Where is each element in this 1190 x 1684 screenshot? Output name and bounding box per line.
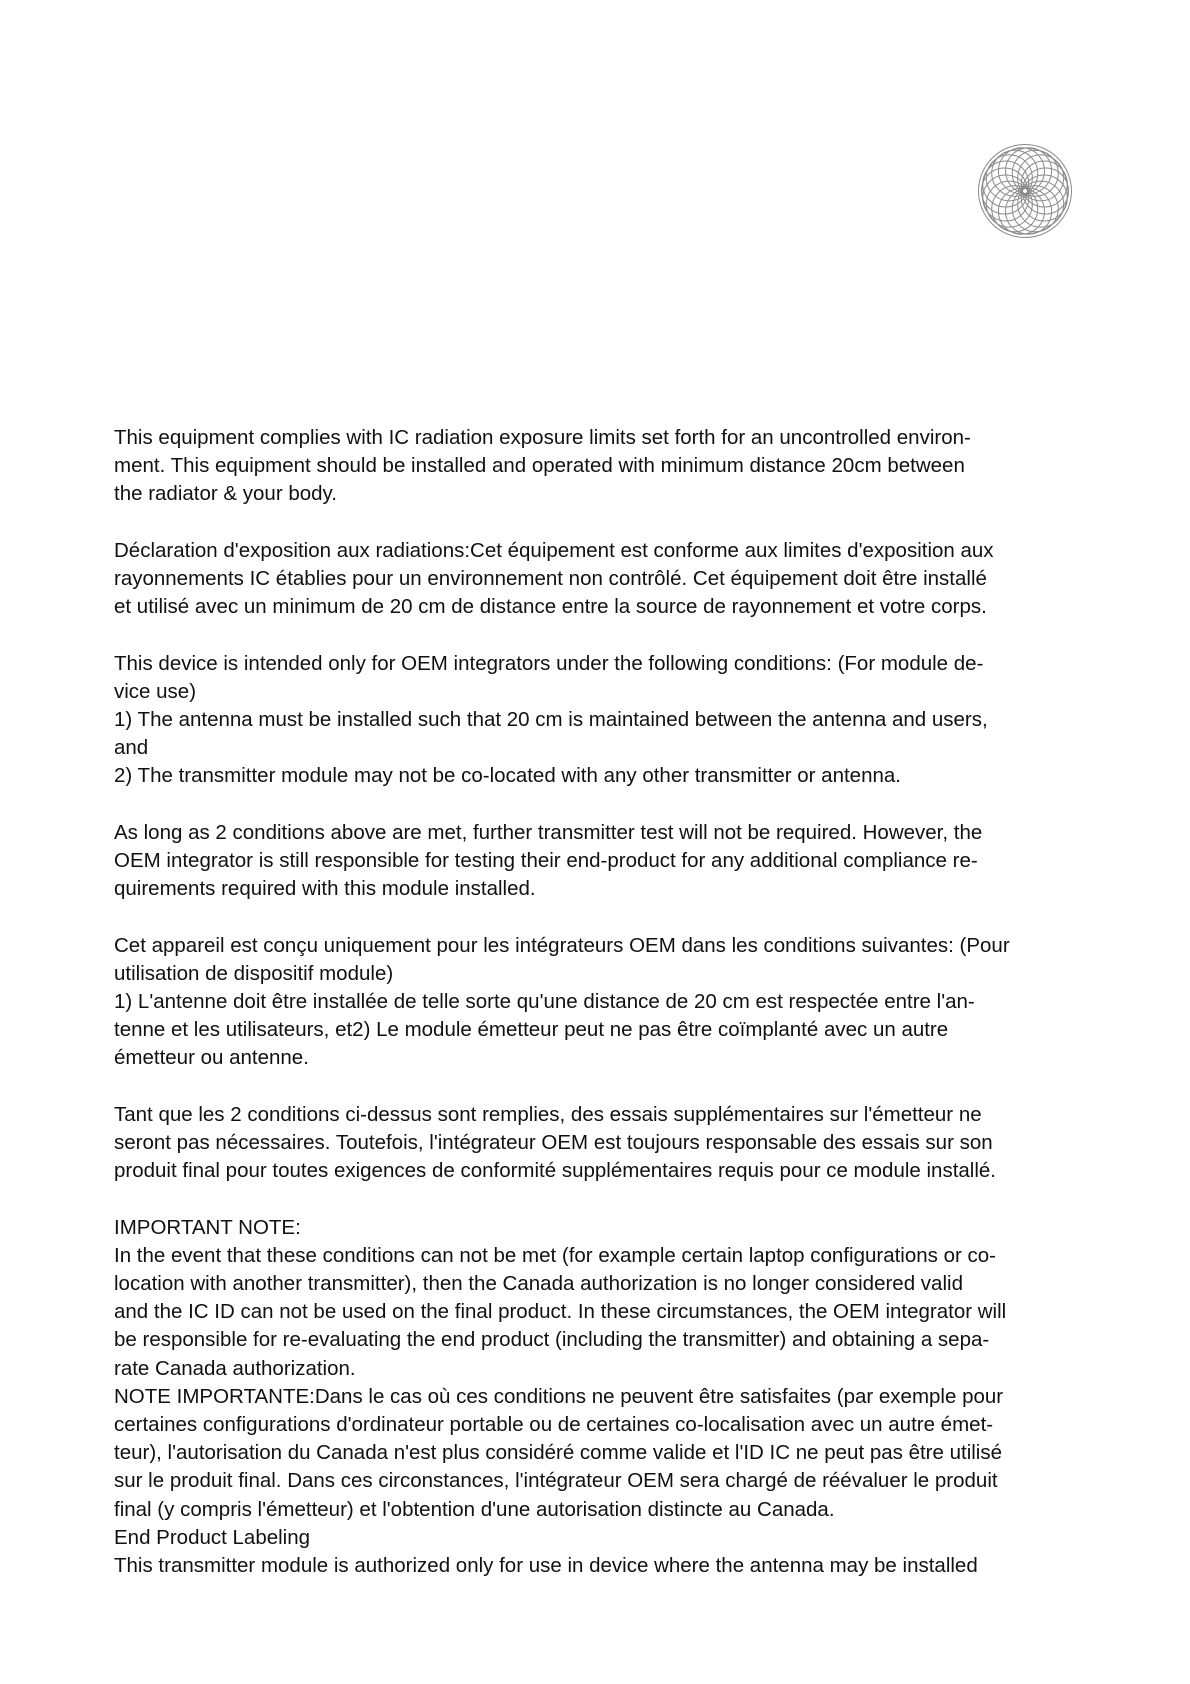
text-line: NOTE IMPORTANTE:Dans le cas où ces conditions ne peuvent être satisfaites (par exemple pour	[114, 1384, 1004, 1408]
text-line: location with another transmitter), then the Canada authorization is no longer considered valid	[114, 1272, 963, 1295]
text-line: End Product Labeling	[114, 1525, 311, 1549]
text-line: Tant que les 2 conditions ci-dessus sont remplies, des essais supplémentaires sur l'émetteur ne	[114, 1102, 982, 1126]
text-line: Cet appareil est conçu uniquement pour les intégrateurs OEM dans les conditions suivantes: (Pour	[114, 933, 1010, 957]
text-line: certaines configurations d'ordinateur portable ou de certaines co-localisation avec un autre émet-	[114, 1413, 994, 1437]
paragraph-ic-exposure-fr	[114, 537, 1094, 622]
text-line: et utilisé avec un minimum de 20 cm de distance entre la source de rayonnement et votre corps.	[114, 595, 987, 619]
text-line: and the IC ID can not be used on the final product. In these circumstances, the OEM integrator will	[114, 1300, 1007, 1324]
text-line: vice use)	[114, 679, 197, 703]
text-line: quirements required with this module installed.	[114, 877, 536, 901]
document-body	[114, 424, 1094, 1608]
text-line: This device is intended only for OEM integrators under the following conditions: (For module de-	[114, 651, 984, 675]
text-line: produit final pour toutes exigences de conformité supplémentaires requis pour ce module installé.	[114, 1159, 997, 1183]
text-line: 2) The transmitter module may not be co-located with any other transmitter or antenna.	[114, 764, 901, 788]
text-line: teur), l'autorisation du Canada n'est plus considéré comme valide et l'ID IC ne peut pas être utilisé	[114, 1441, 1003, 1465]
text-line: seront pas nécessaires. Toutefois, l'intégrateur OEM est toujours responsable des essais sur son	[114, 1131, 993, 1154]
text-line: IMPORTANT NOTE:	[114, 1215, 301, 1239]
text-line: the radiator & your body.	[114, 482, 337, 506]
paragraph-oem-conditions	[114, 650, 1094, 791]
text-line: tenne et les utilisateurs, et2) Le module émetteur peut ne pas être coïmplanté avec un autre	[114, 1018, 949, 1042]
text-line: and	[114, 736, 149, 760]
text-line: Déclaration d'exposition aux radiations:Cet équipement est conforme aux limites d'exposition aux	[114, 538, 994, 562]
text-line: As long as 2 conditions above are met, further transmitter test will not be required. However, the	[114, 820, 983, 844]
text-line: In the event that these conditions can not be met (for example certain laptop configurations or co-	[114, 1243, 997, 1267]
paragraph-important-note	[114, 1214, 1094, 1581]
paragraph-ic-exposure	[114, 424, 1094, 509]
text-line: émetteur ou antenne.	[114, 1046, 309, 1070]
text-line: 1) L'antenne doit être installée de telle sorte qu'une distance de 20 cm est respectée entre l'an-	[114, 990, 975, 1013]
text-line: ment. This equipment should be installed and operated with minimum distance 20cm between	[114, 454, 965, 478]
text-line: OEM integrator is still responsible for testing their end-product for any additional compliance re-	[114, 849, 978, 872]
text-line: utilisation de dispositif module)	[114, 961, 394, 985]
text-line: rayonnements IC établies pour un environnement non contrôlé. Cet équipement doit être installé	[114, 567, 987, 590]
paragraph-oem-conditions-fr	[114, 932, 1094, 1073]
text-line: final (y compris l'émetteur) et l'obtention d'une autorisation distincte au Canada.	[114, 1497, 835, 1521]
text-line: This equipment complies with IC radiation exposure limits set forth for an uncontrolled environ-	[114, 426, 971, 449]
paragraph-oem-testing	[114, 819, 1094, 904]
text-line: be responsible for re-evaluating the end product (including the transmitter) and obtaining a sepa-	[114, 1328, 990, 1352]
paragraph-oem-testing-fr	[114, 1101, 1094, 1186]
text-line: sur le produit final. Dans ces circonstances, l'intégrateur OEM sera chargé de réévaluer le produit	[114, 1469, 998, 1493]
text-line: 1) The antenna must be installed such that 20 cm is maintained between the antenna and users,	[114, 708, 988, 731]
text-line: rate Canada authorization.	[114, 1356, 356, 1380]
text-line: This transmitter module is authorized only for use in device where the antenna may be installed	[114, 1554, 978, 1578]
spirograph-logo-icon	[977, 143, 1073, 239]
